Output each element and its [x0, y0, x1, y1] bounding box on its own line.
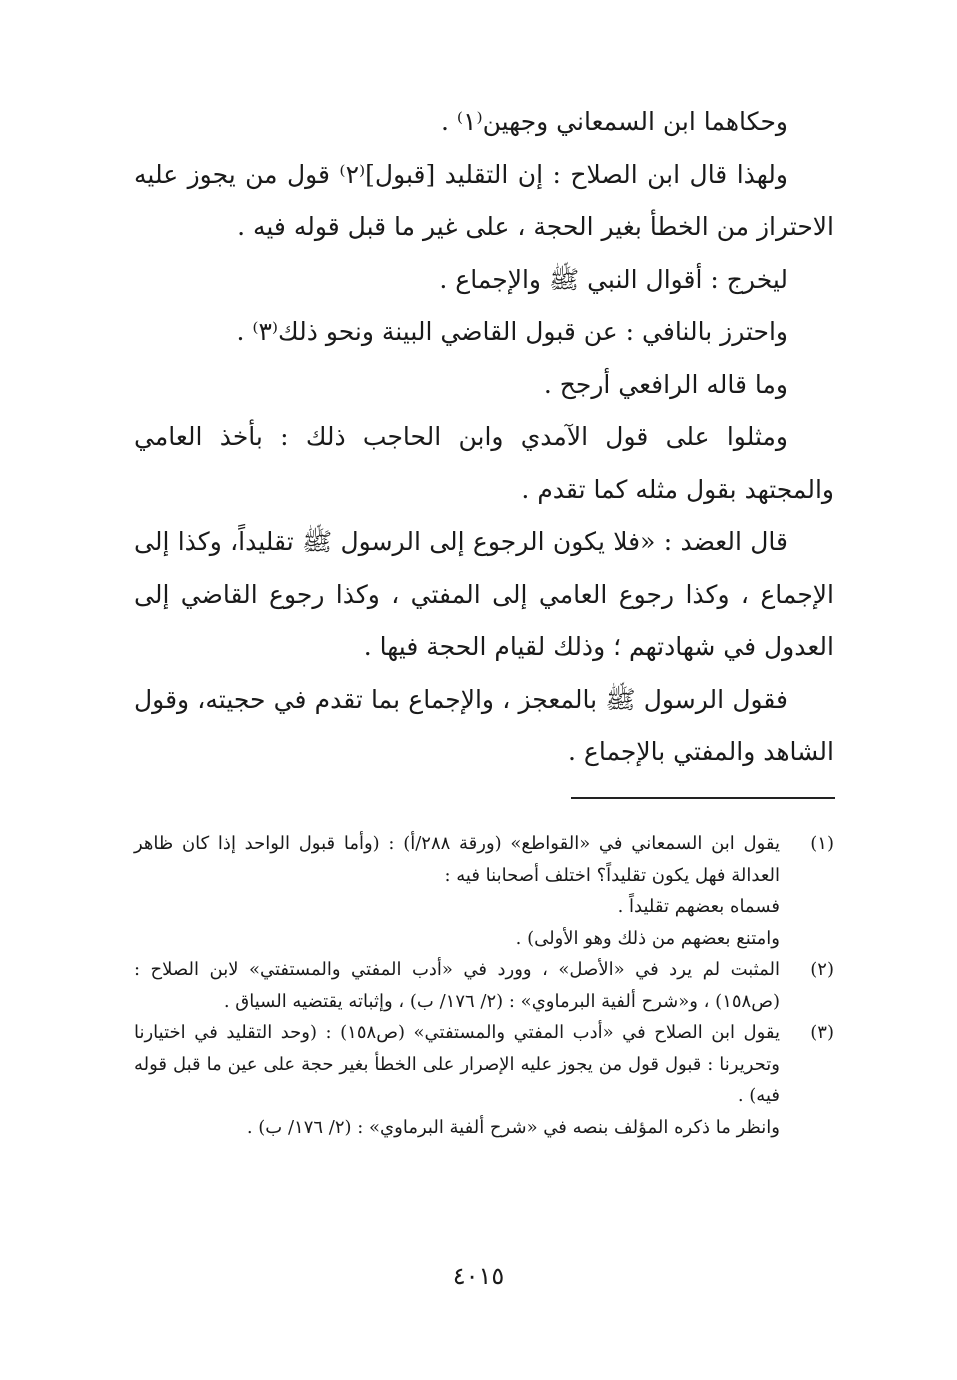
footnote-line: يقول ابن السمعاني في «القواطع» (ورقة ٢٨٨/أ) : (وأما قبول الواحد إذا كان ظاهر العدالة فهل يكون تقليداً؟ اختلف أصحابنا فيه :	[134, 833, 780, 886]
paragraph: فقول الرسول ﷺ بالمعجز ، والإجماع بما تقدم في حجيته، وقول الشاهد والمفتي بالإجماع .	[134, 684, 834, 766]
footnote-line: المثبت لم يرد في «الأصل» ، وورد في «أدب المفتي والمستفتي» لابن الصلاح : (ص١٥٨) ، و«شرح ألفية البرماوي» : (٢/ ١٧٦/ ب) ، وإثباته يقتضيه السياق .	[134, 959, 780, 1012]
footnote-body	[134, 828, 780, 954]
paragraph: واحترز بالنافي : عن قبول القاضي البينة ونحو ذلك⁽٣⁾ .	[236, 317, 788, 346]
page-number: ٤٠١٥	[452, 1262, 505, 1290]
footnote-body	[134, 954, 780, 1017]
main-text	[134, 96, 834, 779]
paragraph: ولهذا قال ابن الصلاح : إن التقليد [قبول]⁽٢⁾ قول من يجوز عليه الاحتراز من الخطأ بغير الحجة ، على غير ما قبل قوله فيه .	[134, 159, 834, 241]
footnote-line: وامتنع بعضهم من ذلك وهو الأولى) .	[515, 927, 780, 949]
footnote-line: وانظر ما ذكره المؤلف بنصه في «شرح ألفية البرماوي» : (٢/ ١٧٦/ ب) .	[246, 1116, 780, 1138]
paragraph: قال العضد : «فلا يكون الرجوع إلى الرسول ﷺ تقليداً، وكذا إلى الإجماع ، وكذا رجوع العامي إلى المفتي ، وكذا رجوع القاضي إلى العدول في شهادتهم ؛ وذلك لقيام الحجة فيها .	[134, 527, 834, 661]
paragraph: وحكاهما ابن السمعاني وجهين⁽١⁾ .	[440, 107, 788, 136]
footnote-line: يقول ابن الصلاح في «أدب المفتي والمستفتي» (ص١٥٨) : (وحد التقليد في اختيارنا وتحريرنا : قبول قول من يجوز عليه الإصرار على الخطأ بغير حجة على عين ما قبل قوله فيه) .	[134, 1022, 780, 1106]
footnote-number: (٣)	[810, 1022, 834, 1043]
footnotes	[134, 828, 834, 1143]
paragraph: ليخرج : أقوال النبي ﷺ والإجماع .	[439, 264, 788, 294]
footnote-number: (٢)	[810, 959, 834, 980]
paragraph: ومثلوا على قول الآمدي وابن الحاجب ذلك : بأخذ العامي والمجتهد بقول مثله كما تقدم .	[134, 422, 834, 504]
footnote-separator	[571, 797, 835, 799]
paragraph: وما قاله الرافعي أرجح .	[543, 369, 788, 399]
footnote-body	[134, 1017, 780, 1143]
footnote-number: (١)	[810, 833, 834, 854]
footnote-line: فسماه بعضهم تقليداً .	[617, 896, 780, 917]
footnote	[134, 954, 834, 1017]
footnote	[134, 1017, 834, 1143]
footnote	[134, 828, 834, 954]
